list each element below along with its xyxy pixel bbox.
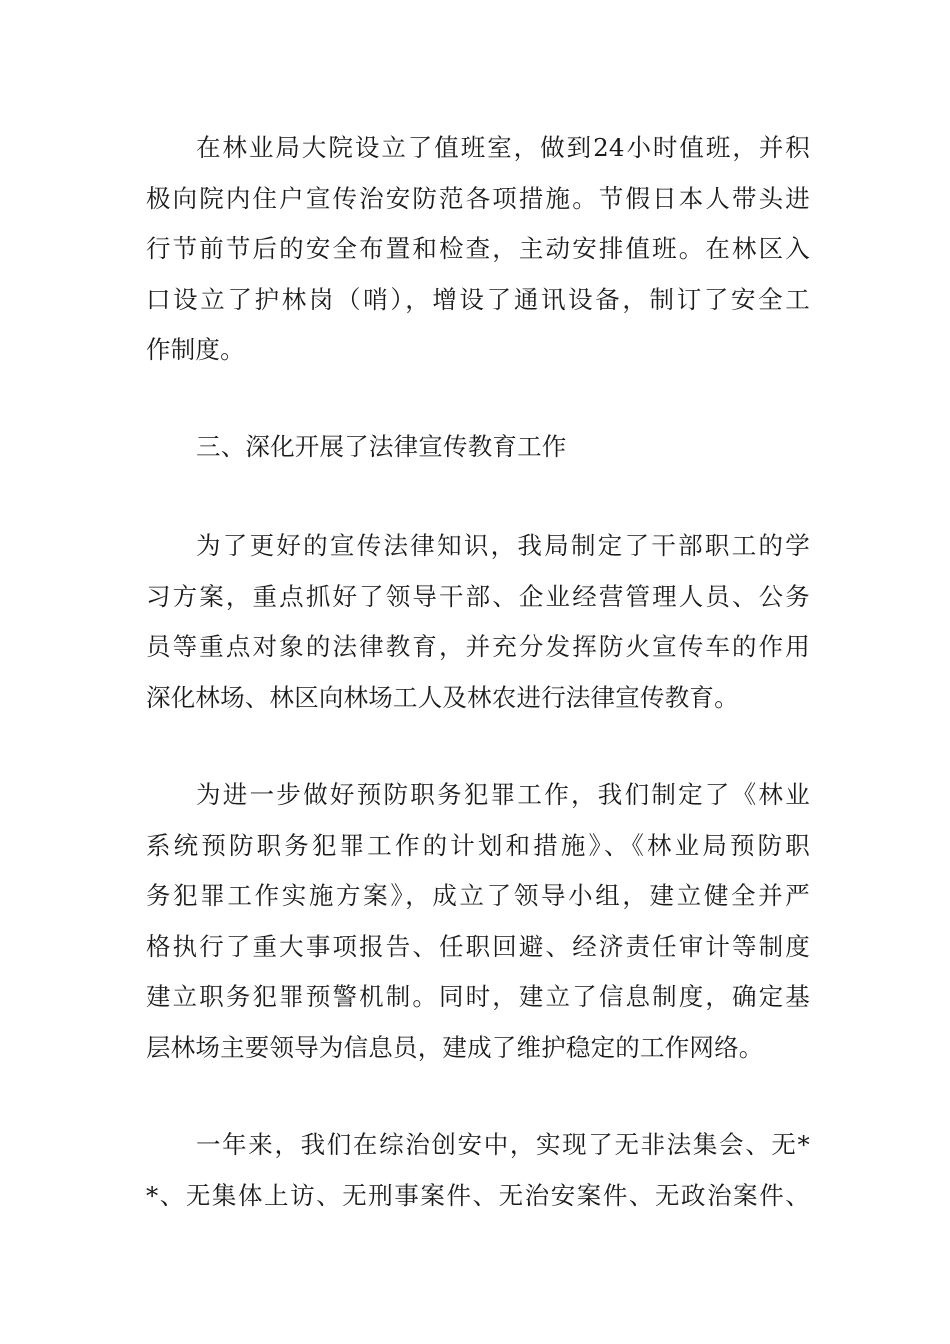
text-line: *、无集体上访、无刑事案件、无治安案件、无政治案件、 (146, 1180, 810, 1210)
text-line: 在林业局大院设立了值班室，做到24小时值班，并积 (196, 133, 810, 162)
text-line: 作制度。 (146, 335, 245, 364)
text-line: 务犯罪工作实施方案》，成立了领导小组，建立健全并严 (146, 881, 810, 910)
section-heading (146, 422, 810, 473)
text-line: 一年来，我们在综治创安中，实现了无非法集会、无* (196, 1130, 810, 1159)
text-line: 员等重点对象的法律教育，并充分发挥防火宣传车的作用 (146, 632, 810, 661)
paragraph-crime-prevention (146, 770, 810, 1073)
text-line: 格执行了重大事项报告、任职回避、经济责任审计等制度 (146, 931, 810, 961)
text-line: 层林场主要领导为信息员，建成了维护稳定的工作网络。 (146, 1032, 764, 1062)
paragraph-legal-education (146, 521, 810, 723)
paragraph-annual-summary (146, 1120, 810, 1221)
text-line: 为了更好的宣传法律知识，我局制定了干部职工的学 (196, 531, 810, 560)
paragraph-duty-room (146, 123, 810, 376)
text-line: 行节前节后的安全布置和检查，主动安排值班。在林区入 (146, 234, 810, 263)
text-line: 建立职务犯罪预警机制。同时，建立了信息制度，确定基 (146, 982, 810, 1011)
text-line: 为进一步做好预防职务犯罪工作，我们制定了《林业 (196, 780, 810, 809)
text-line: 习方案，重点抓好了领导干部、企业经营管理人员、公务 (146, 581, 810, 611)
heading-text: 三、深化开展了法律宣传教育工作 (196, 432, 567, 461)
text-line: 极向院内住户宣传治安防范各项措施。节假日本人带头进 (146, 183, 810, 213)
text-line: 系统预防职务犯罪工作的计划和措施》、《林业局预防职 (146, 830, 810, 860)
text-line: 口设立了护林岗（哨），增设了通讯设备，制订了安全工 (146, 284, 810, 314)
text-line: 深化林场、林区向林场工人及林农进行法律宣传教育。 (146, 682, 739, 712)
